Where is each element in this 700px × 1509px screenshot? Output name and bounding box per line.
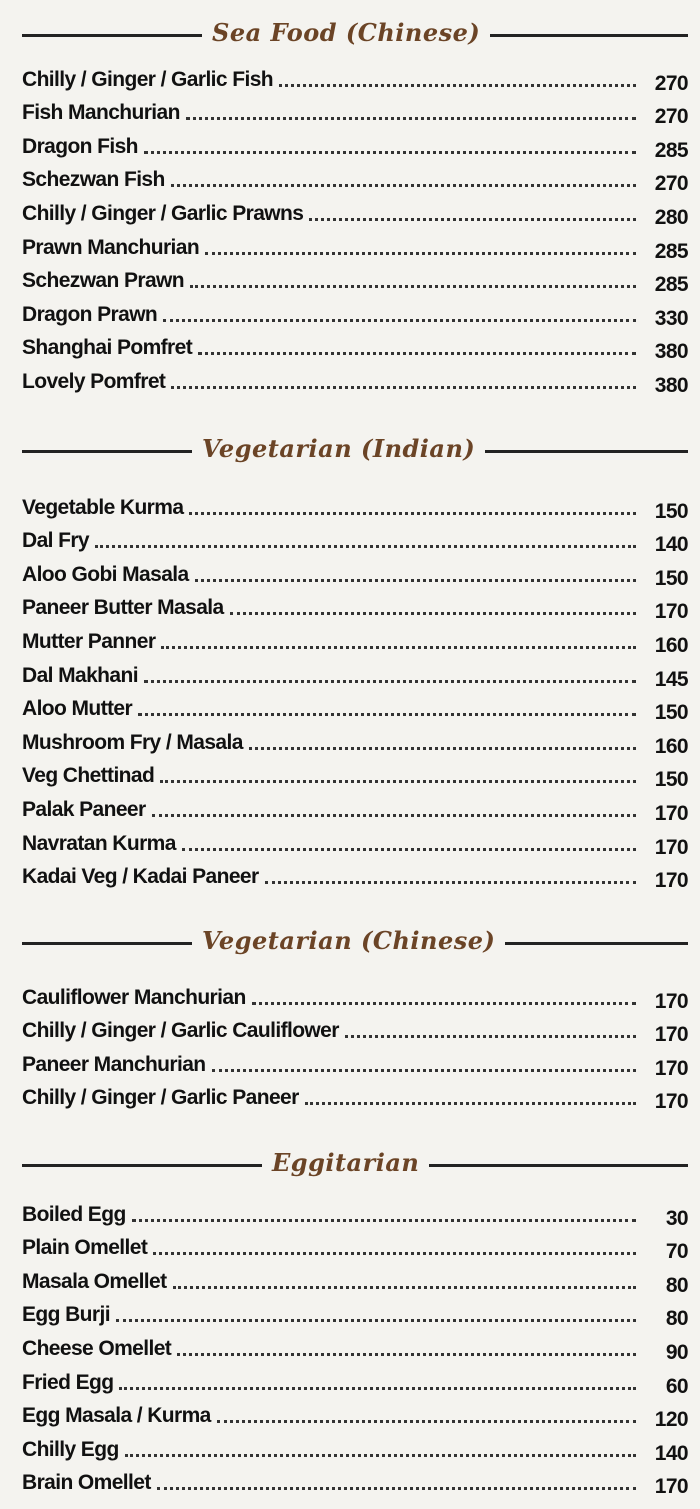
menu-item-name: Veg Chettinad <box>22 764 155 788</box>
menu-item-name: Dal Makhani <box>22 663 138 687</box>
dotted-leader <box>144 680 636 683</box>
divider-line <box>22 942 192 945</box>
dotted-leader <box>160 780 636 783</box>
section-header <box>22 920 688 960</box>
dotted-leader <box>345 1035 636 1038</box>
section-vegetarian-indian <box>22 428 688 893</box>
menu-item <box>22 1399 688 1433</box>
divider-line <box>429 1164 688 1167</box>
menu-item-price: 160 <box>654 734 688 758</box>
menu-item <box>22 62 688 96</box>
menu-item <box>22 297 688 331</box>
section-eggitarian <box>22 1142 688 1499</box>
menu-item-price: 170 <box>654 989 688 1013</box>
divider-line <box>505 942 688 945</box>
section-header <box>22 1142 688 1182</box>
menu-item <box>22 129 688 163</box>
menu-item-name: Chilly / Ginger / Garlic Paneer <box>22 1086 299 1110</box>
menu-item <box>22 658 688 692</box>
menu-item-name: Mushroom Fry / Masala <box>22 730 243 754</box>
dotted-leader <box>177 1353 636 1356</box>
dotted-leader <box>198 352 636 355</box>
dotted-leader <box>144 151 636 154</box>
dotted-leader <box>265 881 636 884</box>
menu-item-name: Mutter Panner <box>22 629 156 653</box>
menu-item-name: Boiled Egg <box>22 1202 126 1226</box>
menu-item-name: Palak Paneer <box>22 797 146 821</box>
menu-item <box>22 364 688 398</box>
menu-item <box>22 1081 688 1115</box>
menu-item-name: Aloo Gobi Masala <box>22 562 189 586</box>
menu-item-name: Fish Manchurian <box>22 101 180 125</box>
menu-item <box>22 196 688 230</box>
menu-item-price: 150 <box>654 566 688 590</box>
menu-item-name: Fried Egg <box>22 1370 114 1394</box>
menu-item <box>22 826 688 860</box>
menu-item <box>22 1231 688 1265</box>
dotted-leader <box>138 713 636 716</box>
menu-item-name: Vegetable Kurma <box>22 495 184 519</box>
menu-item-price: 80 <box>665 1273 688 1297</box>
menu-item <box>22 980 688 1014</box>
dotted-leader <box>157 1487 636 1490</box>
section-title: Sea Food (Chinese) <box>212 17 481 47</box>
dotted-leader <box>161 646 636 649</box>
divider-line <box>485 450 688 453</box>
menu-item <box>22 692 688 726</box>
menu-item <box>22 759 688 793</box>
menu-item-price: 90 <box>665 1340 688 1364</box>
menu-item-name: Shanghai Pomfret <box>22 336 193 360</box>
menu-item-name: Brain Omellet <box>22 1471 151 1495</box>
menu-item-name: Plain Omellet <box>22 1236 148 1260</box>
menu-item-price: 285 <box>654 273 688 297</box>
menu-item <box>22 557 688 591</box>
menu-item <box>22 860 688 894</box>
menu-item-price: 150 <box>654 701 688 725</box>
divider-line <box>22 34 202 37</box>
menu-item-price: 30 <box>665 1206 688 1230</box>
menu-item-name: Egg Burji <box>22 1303 110 1327</box>
menu-item-price: 270 <box>654 71 688 95</box>
menu-item-price: 140 <box>654 533 688 557</box>
dotted-leader <box>163 319 636 322</box>
menu-item-price: 145 <box>654 667 688 691</box>
menu-item-price: 160 <box>654 633 688 657</box>
menu-item-list <box>22 490 688 893</box>
menu-item-list <box>22 980 688 1114</box>
menu-item-price: 80 <box>665 1307 688 1331</box>
menu-item-name: Lovely Pomfret <box>22 369 166 393</box>
dotted-leader <box>305 1102 636 1105</box>
menu-item <box>22 1331 688 1365</box>
menu-item-name: Chilly Egg <box>22 1437 119 1461</box>
menu-item-name: Egg Masala / Kurma <box>22 1404 211 1428</box>
menu-item <box>22 1014 688 1048</box>
dotted-leader <box>189 512 636 515</box>
menu-item-price: 270 <box>654 172 688 196</box>
menu-item <box>22 1365 688 1399</box>
menu-item <box>22 1298 688 1332</box>
menu-item-name: Navratan Kurma <box>22 831 176 855</box>
section-title: Vegetarian (Chinese) <box>202 925 496 955</box>
menu-item <box>22 96 688 130</box>
divider-line <box>22 1164 262 1167</box>
menu-item-price: 170 <box>654 801 688 825</box>
menu-item <box>22 1432 688 1466</box>
menu-item-price: 170 <box>654 835 688 859</box>
dotted-leader <box>217 1420 636 1423</box>
menu-item-price: 380 <box>654 340 688 364</box>
dotted-leader <box>279 84 636 87</box>
menu-item-name: Chilly / Ginger / Garlic Cauliflower <box>22 1019 339 1043</box>
menu-item <box>22 524 688 558</box>
dotted-leader <box>182 848 636 851</box>
dotted-leader <box>205 252 636 255</box>
dotted-leader <box>125 1454 636 1457</box>
menu-item-name: Paneer Butter Masala <box>22 596 224 620</box>
dotted-leader <box>309 218 636 221</box>
menu-item-price: 170 <box>654 869 688 893</box>
menu-item <box>22 591 688 625</box>
menu-item-name: Schezwan Prawn <box>22 269 184 293</box>
dotted-leader <box>173 1286 636 1289</box>
menu-item <box>22 264 688 298</box>
menu-item-price: 270 <box>654 105 688 129</box>
menu-item-name: Dal Fry <box>22 529 89 553</box>
menu-item <box>22 1264 688 1298</box>
section-header <box>22 12 688 52</box>
menu-item-name: Chilly / Ginger / Garlic Fish <box>22 67 273 91</box>
dotted-leader <box>212 1069 636 1072</box>
dotted-leader <box>119 1387 636 1390</box>
section-sea-food-chinese <box>22 12 688 398</box>
menu-item-price: 170 <box>654 1056 688 1080</box>
menu-item-price: 170 <box>654 600 688 624</box>
menu-item-price: 150 <box>654 499 688 523</box>
dotted-leader <box>171 184 636 187</box>
dotted-leader <box>153 1252 636 1255</box>
menu-item <box>22 230 688 264</box>
menu-item <box>22 1047 688 1081</box>
menu-item-name: Dragon Fish <box>22 134 138 158</box>
dotted-leader <box>152 814 636 817</box>
menu-item-list <box>22 62 688 398</box>
menu-item-name: Paneer Manchurian <box>22 1052 206 1076</box>
dotted-leader <box>95 545 636 548</box>
dotted-leader <box>186 117 636 120</box>
dotted-leader <box>171 386 636 389</box>
dotted-leader <box>195 579 636 582</box>
dotted-leader <box>249 747 636 750</box>
menu-item <box>22 1197 688 1231</box>
menu-item <box>22 624 688 658</box>
dotted-leader <box>190 285 636 288</box>
menu-item-name: Chilly / Ginger / Garlic Prawns <box>22 201 304 225</box>
section-header <box>22 428 688 468</box>
menu-item-price: 70 <box>665 1240 688 1264</box>
menu-item-name: Kadai Veg / Kadai Paneer <box>22 865 259 889</box>
menu-item-price: 170 <box>654 1475 688 1499</box>
menu-item <box>22 1466 688 1500</box>
dotted-leader <box>132 1219 636 1222</box>
menu-item <box>22 792 688 826</box>
menu-item <box>22 163 688 197</box>
menu-item-name: Dragon Prawn <box>22 302 158 326</box>
divider-line <box>22 450 192 453</box>
menu-item-list <box>22 1197 688 1499</box>
menu-item-name: Schezwan Fish <box>22 168 165 192</box>
menu-item-price: 285 <box>654 138 688 162</box>
dotted-leader <box>230 612 636 615</box>
menu-item-name: Cheese Omellet <box>22 1336 172 1360</box>
section-vegetarian-chinese <box>22 920 688 1114</box>
menu-item-price: 170 <box>654 1090 688 1114</box>
menu-item <box>22 490 688 524</box>
menu-item-price: 150 <box>654 768 688 792</box>
menu-item <box>22 725 688 759</box>
menu-item-name: Aloo Mutter <box>22 697 133 721</box>
menu-item-price: 60 <box>665 1374 688 1398</box>
menu-item-price: 120 <box>654 1408 688 1432</box>
divider-line <box>490 34 688 37</box>
menu-item-price: 330 <box>654 306 688 330</box>
dotted-leader <box>116 1319 636 1322</box>
menu-item-name: Masala Omellet <box>22 1269 167 1293</box>
menu-item-name: Cauliflower Manchurian <box>22 985 246 1009</box>
menu-item-price: 280 <box>654 205 688 229</box>
menu-item-price: 285 <box>654 239 688 263</box>
menu-item-name: Prawn Manchurian <box>22 235 200 259</box>
menu-item <box>22 331 688 365</box>
dotted-leader <box>252 1002 636 1005</box>
section-title: Eggitarian <box>272 1147 420 1177</box>
menu-item-price: 170 <box>654 1023 688 1047</box>
section-title: Vegetarian (Indian) <box>202 433 476 463</box>
menu-item-price: 380 <box>654 373 688 397</box>
menu-item-price: 140 <box>654 1441 688 1465</box>
